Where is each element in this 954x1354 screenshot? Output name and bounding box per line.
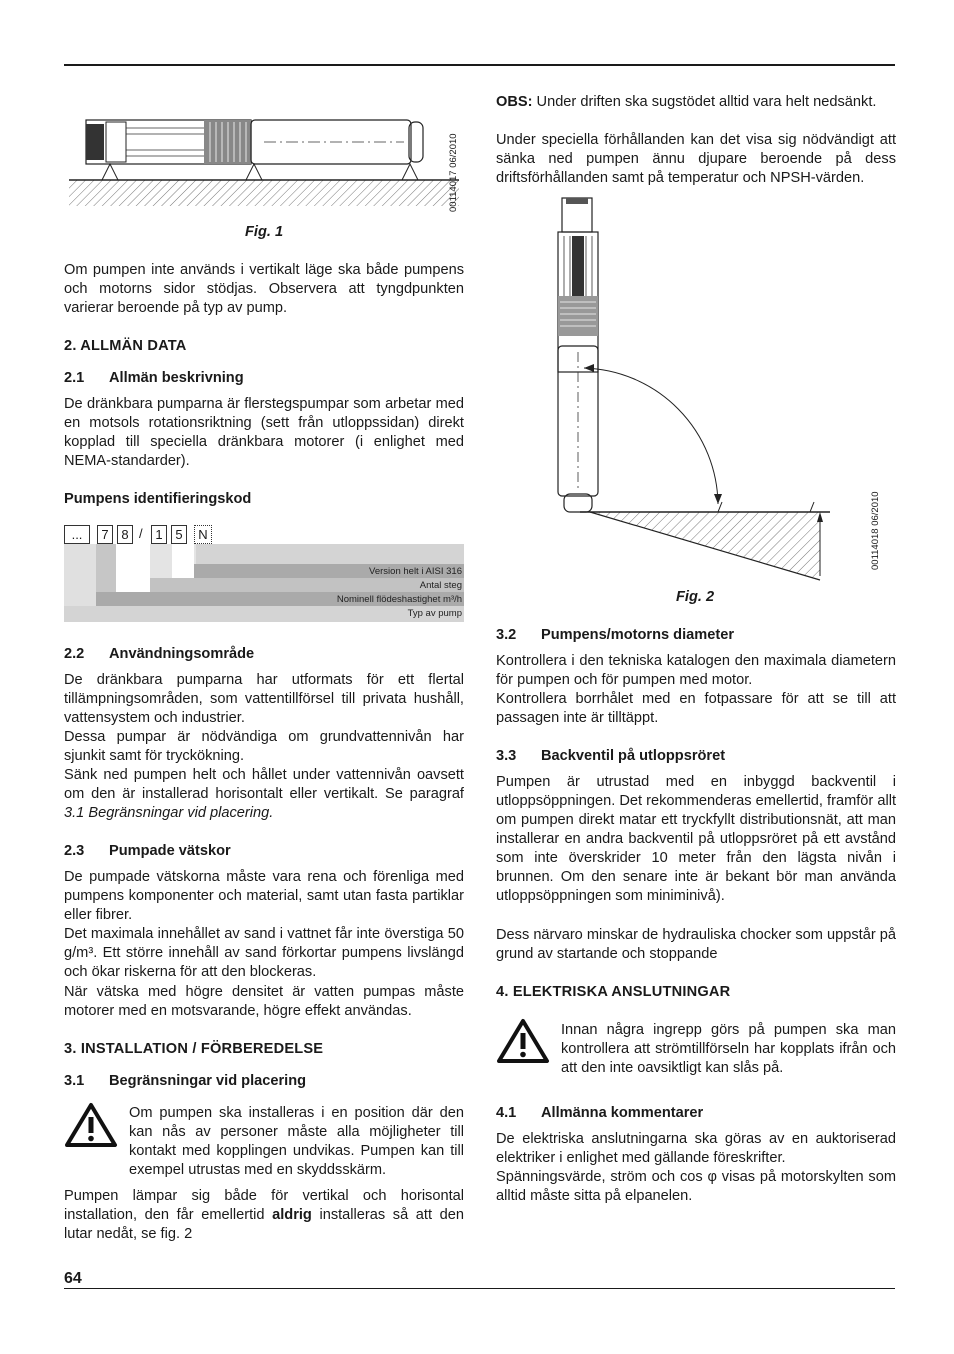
fig2-code: 00114018 06/2010 [870, 491, 881, 570]
idcode-box-version: N [194, 525, 212, 544]
fig1-code: 00114017 06/2010 [448, 133, 459, 212]
section-title: Begränsningar vid placering [109, 1073, 307, 1089]
right-column-lower [496, 0, 896, 1354]
section-4-1-p1: De elektriska anslutningarna ska göras av en auktoriserad elektriker i enlighet med gällande föreskrifter. [496, 1131, 896, 1166]
section-3-3-heading [496, 747, 725, 766]
section-title: Allmänna kommentarer [541, 1105, 704, 1121]
text-run: Sänk ned pumpen helt och hållet under vattennivån oavsett om den är installerad horisontalt eller vertikalt. Se paragraf [64, 767, 464, 802]
section-3-1-warning: Om pumpen ska installeras i en position där den kan nås av personer måste alla möjligheter till kontakt med kopplingen undvikas. Pumpen kan till exempel utrustas med en skyddsskärm. [129, 1105, 464, 1178]
section-number: 2.1 [64, 370, 85, 386]
idcode-box-digit: 8 [117, 525, 133, 544]
section-2-3-heading [64, 842, 231, 861]
section-number: 3.3 [496, 748, 517, 764]
section-title: Pumpade vätskor [109, 843, 231, 859]
section-3-1-heading [64, 1072, 306, 1091]
section-title: Användningsområde [109, 646, 255, 662]
section-number: 2.2 [64, 646, 85, 662]
emphasis: aldrig [272, 1207, 312, 1223]
section-title: Pumpens/motorns diameter [541, 627, 735, 643]
idcode-label-flow: Nominell flödeshastighet m³/h [336, 594, 462, 605]
section-4-heading: 4. ELEKTRISKA ANSLUTNINGAR [496, 984, 731, 1000]
text-run: Pumpen lämpar sig både för vertikal och horisontal installation, den får emellertid [64, 1188, 464, 1223]
idcode-box-digit: 5 [171, 525, 187, 544]
bottom-rule [64, 1288, 895, 1289]
warning-icon [496, 1018, 550, 1064]
idcode-heading: Pumpens identifieringskod [64, 491, 252, 507]
fig1-caption: Fig. 1 [245, 224, 284, 240]
section-2-3-p1: De pumpade vätskorna måste vara rena och förenliga med pumpens komponenter och material, samt utan fasta partiklar eller fibrer. [64, 869, 464, 923]
section-number: 4.1 [496, 1105, 517, 1121]
obs-label: OBS: [496, 94, 533, 110]
text-run: installeras så att den lutar nedåt, se fig. 2 [64, 1207, 464, 1242]
section-3-2-p1: Kontrollera i den tekniska katalogen den maximala diametern för pumpen och för pumpen med motor. [496, 653, 896, 688]
idcode-separator: / [139, 526, 143, 541]
section-number: 3.2 [496, 627, 517, 643]
obs-paragraph-2: Under speciella förhållanden kan det visa sig nödvändigt att sänka ned pumpen ännu djupare beroende på dess driftsförhållanden samt på temperatur och NPSH-värden. [496, 132, 896, 186]
intro-paragraph: Om pumpen inte används i vertikalt läge ska både pumpens och motorns sidor stödjas. Observera att tyngdpunkten varierar beroende på typ av pump. [64, 262, 464, 316]
idcode-label-version: Version helt i AISI 316 [369, 566, 462, 577]
section-number: 2.3 [64, 843, 85, 859]
section-2-heading: 2. ALLMÄN DATA [64, 338, 187, 354]
page-number: 64 [64, 1270, 82, 1287]
section-3-3-p2: Dess närvaro minskar de hydrauliska chocker som uppstår på grund av startande och stoppande [496, 927, 896, 962]
section-2-2-p3 [64, 766, 464, 823]
section-4-1-p2: Spänningsvärde, ström och cos φ visas på motorskylten som alltid måste sitta på elpanelen. [496, 1169, 896, 1204]
section-2-3-p3: När vätska med högre densitet är vatten pumpas måste motorer med en motsvarande, högre effekt användas. [64, 984, 464, 1019]
text-run: Under driften ska sugstödet alltid vara helt nedsänkt. [532, 94, 877, 110]
section-3-2-heading [496, 626, 734, 645]
section-4-1-heading [496, 1104, 703, 1123]
idcode-box-digit: 1 [151, 525, 167, 544]
section-3-3-p1: Pumpen är utrustad med en inbyggd backventil i utloppsöppningen. Det rekommenderas emellertid, framför allt om pumpen direkt matar ett tryckfyllt distributionsnät, att man installerar en andra backventil på utloppsröret på ett avstånd som inte överskrider 10 meter från den lägsta nivån i brunnen. Om den senare inte är bekant bör man använda utloppsöppningen som miniminivå). [496, 774, 896, 904]
idcode-box-type: ... [64, 525, 90, 544]
section-3-1-p1 [64, 1187, 464, 1244]
section-2-2-p2: Dessa pumpar är nödvändiga om grundvattennivån har sjunkit samt för tryckökning. [64, 729, 464, 764]
section-2-2-heading [64, 645, 254, 664]
idcode-label-type: Typ av pump [407, 608, 462, 619]
idcode-label-stages: Antal steg [419, 580, 462, 591]
warning-icon [64, 1102, 118, 1148]
section-2-3-p2: Det maximala innehållet av sand i vattnet får inte överstiga 50 g/m³. Ett större innehåll av sand förkortar pumpens livslängd och ökar riskerna för att den blockeras. [64, 926, 464, 980]
section-title: Backventil på utloppsröret [541, 748, 726, 764]
section-title: Allmän beskrivning [109, 370, 244, 386]
section-3-2-p2: Kontrollera borrhålet med en fotpassare för att se till att passagen inte är tilltäppt. [496, 691, 896, 726]
left-column-lower [64, 0, 464, 1354]
section-4-warning: Innan några ingrepp görs på pumpen ska man kontrollera att strömtillförseln har kopplats ifrån och att den inte oavsiktligt kan slås på. [561, 1022, 896, 1076]
section-3-heading: 3. INSTALLATION / FÖRBEREDELSE [64, 1041, 324, 1057]
section-number: 3.1 [64, 1073, 85, 1089]
idcode-box-digit: 7 [97, 525, 113, 544]
fig2-caption: Fig. 2 [676, 589, 715, 605]
section-2-2-p1: De dränkbara pumparna har utformats för ett flertal tillämpningsområden, som vattentillförsel till privata hushåll, vattensystem och industrier. [64, 672, 464, 726]
section-2-1-text: De dränkbara pumparna är flerstegspumpar som arbetar med en motsols rotationsriktning (sett från utloppssidan) direkt kopplad till speciella dränkbara motorer (i enlighet med NEMA-standarder). [64, 396, 464, 469]
cross-reference: 3.1 Begränsningar vid placering. [64, 805, 274, 821]
